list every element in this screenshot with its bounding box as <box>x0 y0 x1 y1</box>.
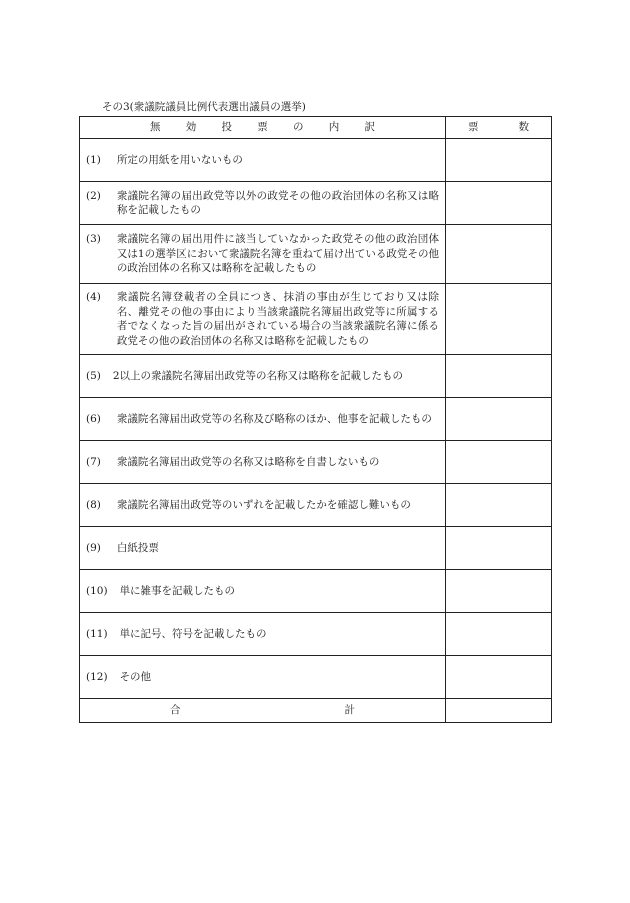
row-text: 衆議院名簿届出政党等の名称及び略称のほか、他事を記載したもの <box>116 412 432 425</box>
header-char: 無 <box>150 121 161 134</box>
row-text: 衆議院名簿届出政党等の名称又は略称を自書しないもの <box>116 455 380 468</box>
row-text: 単に雑事を記載したもの <box>119 584 236 597</box>
header-vote-count <box>446 117 552 139</box>
table-header-row <box>80 117 552 139</box>
row-text: 単に記号、符号を記載したもの <box>119 627 267 640</box>
vote-count-cell[interactable] <box>446 225 552 284</box>
row-text: 衆議院名簿の届出政党等以外の政党その他の政治団体の名称又は略称を記載したもの <box>116 189 439 216</box>
table-row <box>80 570 552 613</box>
row-description <box>80 139 446 182</box>
row-number: (7) <box>86 455 101 468</box>
table-row <box>80 441 552 484</box>
vote-count-cell[interactable] <box>446 398 552 441</box>
table-row <box>80 139 552 182</box>
header-char: 訳 <box>364 121 375 134</box>
table-row <box>80 527 552 570</box>
row-description <box>80 484 446 527</box>
header-char: 効 <box>185 121 197 134</box>
header-char: 投 <box>221 121 232 134</box>
form-caption: その3(衆議院議員比例代表選出議員の選挙) <box>102 101 306 113</box>
vote-count-cell[interactable] <box>446 284 552 355</box>
row-description <box>80 225 446 284</box>
table-row <box>80 613 552 656</box>
header-char: 内 <box>328 121 340 134</box>
total-count-cell[interactable] <box>446 699 552 723</box>
header-breakdown <box>80 117 446 139</box>
row-description <box>80 656 446 699</box>
row-number: (8) <box>86 498 101 511</box>
table-row <box>80 355 552 398</box>
table-row <box>80 225 552 284</box>
total-row <box>80 699 552 723</box>
vote-count-cell[interactable] <box>446 484 552 527</box>
total-char: 合 <box>170 704 181 717</box>
row-text: 所定の用紙を用いないもの <box>116 153 243 166</box>
row-description <box>80 613 446 656</box>
total-label <box>80 699 446 723</box>
header-char: 票 <box>257 121 268 134</box>
row-number: (9) <box>86 541 101 554</box>
table-row <box>80 484 552 527</box>
header-char: の <box>293 121 304 134</box>
row-text: 白紙投票 <box>116 541 159 554</box>
vote-count-cell[interactable] <box>446 139 552 182</box>
vote-count-cell[interactable] <box>446 527 552 570</box>
invalid-votes-table <box>79 116 552 723</box>
header-char: 票 <box>468 121 479 134</box>
row-description <box>80 398 446 441</box>
vote-count-cell[interactable] <box>446 613 552 656</box>
row-description <box>80 284 446 355</box>
row-number: (11) <box>86 627 108 640</box>
vote-count-cell[interactable] <box>446 355 552 398</box>
row-number: (2) <box>86 189 101 202</box>
row-number: (5) <box>86 369 101 382</box>
row-number: (6) <box>86 412 101 425</box>
header-char: 数 <box>518 121 529 134</box>
row-number: (4) <box>86 291 101 303</box>
vote-count-cell[interactable] <box>446 570 552 613</box>
row-text: その他 <box>119 670 152 683</box>
table-row <box>80 398 552 441</box>
row-number: (10) <box>86 584 108 597</box>
row-description <box>80 355 446 398</box>
row-description <box>80 441 446 484</box>
table-row <box>80 284 552 355</box>
vote-count-cell[interactable] <box>446 656 552 699</box>
total-char: 計 <box>344 704 355 717</box>
row-text: 衆議院名簿届出政党等のいずれを記載したかを確認し難いもの <box>116 498 411 511</box>
row-description <box>80 527 446 570</box>
vote-count-cell[interactable] <box>446 441 552 484</box>
row-number: (1) <box>86 153 101 166</box>
row-text: 衆議院名簿登載者の全員につき、抹消の事由が生じており又は除名、離党その他の事由により当該衆議院名簿届出政党等に所属する者でなくなった旨の届出がされている場合の当該衆議院名簿に係る政党その他の政治団体の名称又は略称を記載したもの <box>116 291 439 347</box>
table-row <box>80 656 552 699</box>
row-description <box>80 570 446 613</box>
row-description <box>80 182 446 225</box>
vote-count-cell[interactable] <box>446 182 552 225</box>
row-text: 衆議院名簿の届出用件に該当していなかった政党その他の政治団体又は1の選挙区において衆議院名簿を重ねて届け出ている政党その他の政治団体の名称又は略称を記載したもの <box>116 233 439 275</box>
row-number: (12) <box>86 670 108 683</box>
row-text: 2以上の衆議院名簿届出政党等の名称又は略称を記載したもの <box>112 369 404 382</box>
row-number: (3) <box>86 233 101 246</box>
table-row <box>80 182 552 225</box>
